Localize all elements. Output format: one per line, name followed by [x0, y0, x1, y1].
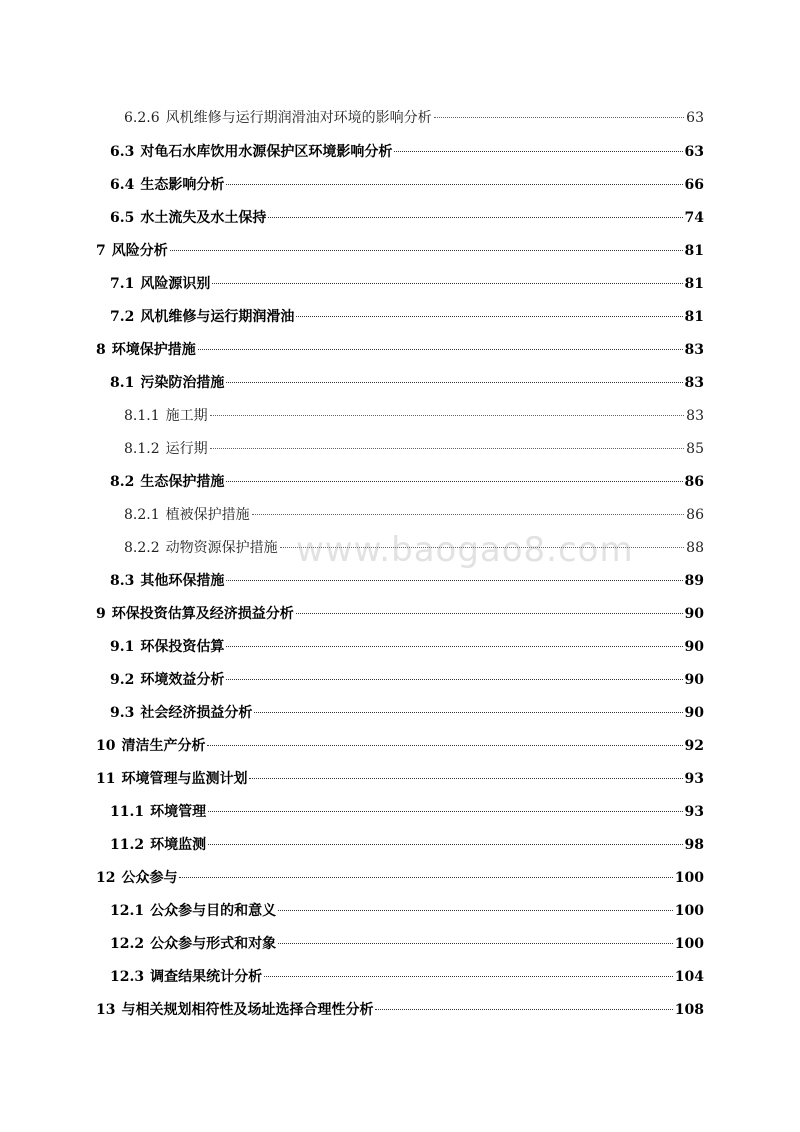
toc-entry-page: 90	[684, 672, 704, 688]
toc-entry[interactable]	[96, 241, 704, 261]
toc-entry[interactable]	[110, 703, 704, 723]
dot-leader	[249, 778, 682, 779]
toc-entry[interactable]	[96, 769, 704, 789]
toc-entry-title: 运行期	[165, 441, 208, 457]
dot-leader	[179, 877, 672, 878]
toc-entry-number: 11.1	[110, 804, 145, 820]
dot-leader	[212, 283, 682, 284]
toc-entry-number: 6.5	[110, 210, 135, 226]
dot-leader	[434, 117, 685, 118]
toc-entry-page: 81	[684, 309, 704, 325]
toc-entry-title: 公众参与	[121, 870, 178, 886]
toc-entry-number: 9.1	[110, 639, 135, 655]
dot-leader	[268, 217, 682, 218]
dot-leader	[207, 745, 682, 746]
toc-entry[interactable]	[110, 802, 704, 822]
dot-leader	[226, 646, 682, 647]
toc-entry-number: 7.1	[110, 276, 135, 292]
toc-entry-number: 8	[96, 342, 106, 358]
toc-entry[interactable]	[96, 340, 704, 360]
toc-entry-title: 对龟石水库饮用水源保护区环境影响分析	[140, 144, 393, 160]
toc-entry-number: 8.2.2	[124, 540, 160, 556]
toc-entry[interactable]	[124, 108, 704, 128]
toc-entry-page: 83	[686, 408, 704, 424]
toc-entry-number: 12.1	[110, 903, 145, 919]
toc-entry-title: 调查结果统计分析	[150, 969, 263, 985]
toc-entry[interactable]	[96, 604, 704, 624]
dot-leader	[280, 547, 685, 548]
toc-entry[interactable]	[110, 373, 704, 393]
toc-entry-page: 81	[684, 243, 704, 259]
toc-entry-number: 8.2	[110, 474, 135, 490]
dot-leader	[375, 1009, 672, 1010]
toc-entry-title: 施工期	[165, 408, 208, 424]
toc-entry-title: 其他环保措施	[140, 573, 225, 589]
dot-leader	[226, 481, 682, 482]
toc-entry[interactable]	[124, 505, 704, 525]
dot-leader	[296, 613, 683, 614]
toc-entry-number: 7.2	[110, 309, 135, 325]
toc-entry[interactable]	[110, 637, 704, 657]
dot-leader	[394, 151, 682, 152]
toc-entry-page: 92	[684, 738, 704, 754]
toc-entry-number: 10	[96, 738, 116, 754]
toc-entry-title: 环境管理与监测计划	[121, 771, 248, 787]
toc-entry-page: 74	[684, 210, 704, 226]
toc-entry-page: 100	[674, 870, 704, 886]
toc-entry-page: 104	[674, 969, 704, 985]
toc-entry[interactable]	[110, 274, 704, 294]
toc-entry-title: 环境保护措施	[111, 342, 196, 358]
dot-leader	[226, 580, 682, 581]
toc-entry-number: 9.2	[110, 672, 135, 688]
toc-entry-number: 9	[96, 606, 106, 622]
toc-entry-title: 污染防治措施	[140, 375, 225, 391]
toc-entry-page: 90	[684, 705, 704, 721]
toc-entry-title: 清洁生产分析	[121, 738, 206, 754]
toc-entry-page: 108	[674, 1002, 704, 1018]
dot-leader	[226, 382, 682, 383]
toc-entry[interactable]	[110, 142, 704, 162]
toc-entry-title: 动物资源保护措施	[165, 540, 278, 556]
toc-entry-title: 生态保护措施	[140, 474, 225, 490]
toc-entry[interactable]	[110, 670, 704, 690]
toc-entry-number: 9.3	[110, 705, 135, 721]
toc-entry-page: 86	[686, 507, 704, 523]
toc-entry-number: 7	[96, 243, 106, 259]
toc-entry-title: 风险分析	[111, 243, 168, 259]
toc-entry-title: 环保投资估算及经济损益分析	[111, 606, 294, 622]
toc-entry-title: 公众参与形式和对象	[150, 936, 277, 952]
dot-leader	[278, 910, 673, 911]
toc-entry-number: 12.3	[110, 969, 145, 985]
toc-entry[interactable]	[124, 439, 704, 459]
toc-entry[interactable]	[110, 934, 704, 954]
toc-entry[interactable]	[110, 208, 704, 228]
toc-entry-title: 环境效益分析	[140, 672, 225, 688]
toc-entry[interactable]	[110, 901, 704, 921]
toc-entry-page: 90	[684, 639, 704, 655]
toc-entry-title: 环境管理	[150, 804, 207, 820]
toc-entry-number: 6.3	[110, 144, 135, 160]
dot-leader	[210, 415, 685, 416]
toc-entry-page: 66	[684, 177, 704, 193]
toc-entry-page: 63	[686, 110, 704, 126]
toc-entry-number: 6.4	[110, 177, 135, 193]
toc-entry-page: 100	[674, 936, 704, 952]
toc-entry[interactable]	[110, 571, 704, 591]
toc-entry-number: 12.2	[110, 936, 145, 952]
toc-entry-title: 公众参与目的和意义	[150, 903, 277, 919]
toc-entry-page: 63	[684, 144, 704, 160]
toc-entry-number: 8.1.2	[124, 441, 160, 457]
toc-entry-page: 93	[684, 804, 704, 820]
toc-entry[interactable]	[96, 1000, 704, 1020]
toc-entry-title: 环境监测	[150, 837, 207, 853]
toc-entry-title: 环保投资估算	[140, 639, 225, 655]
toc-entry-number: 13	[96, 1002, 116, 1018]
toc-entry[interactable]	[96, 736, 704, 756]
toc-entry-title: 与相关规划相符性及场址选择合理性分析	[121, 1002, 374, 1018]
toc-entry[interactable]	[110, 307, 704, 327]
toc-entry[interactable]	[110, 967, 704, 987]
toc-entry-number: 8.3	[110, 573, 135, 589]
dot-leader	[252, 514, 685, 515]
toc-entry-page: 100	[674, 903, 704, 919]
dot-leader	[208, 844, 682, 845]
dot-leader	[226, 679, 682, 680]
toc-entry[interactable]	[110, 472, 704, 492]
toc-entry-number: 11	[96, 771, 116, 787]
toc-entry-title: 植被保护措施	[165, 507, 250, 523]
toc-entry-page: 89	[684, 573, 704, 589]
toc-entry-number: 11.2	[110, 837, 145, 853]
toc-entry-number: 6.2.6	[124, 110, 160, 126]
toc-entry-title: 社会经济损益分析	[140, 705, 253, 721]
watermark: www.baogao8.com	[296, 530, 634, 570]
dot-leader	[208, 811, 682, 812]
dot-leader	[198, 349, 683, 350]
toc-entry[interactable]	[124, 538, 704, 558]
dot-leader	[254, 712, 682, 713]
dot-leader	[170, 250, 683, 251]
toc-entry-page: 86	[684, 474, 704, 490]
toc-entry-page: 93	[684, 771, 704, 787]
toc-entry-page: 83	[684, 342, 704, 358]
toc-entry[interactable]	[96, 868, 704, 888]
dot-leader	[296, 316, 682, 317]
toc-entry-title: 风险源识别	[140, 276, 211, 292]
toc-entry-page: 85	[686, 441, 704, 457]
toc-entry-number: 8.2.1	[124, 507, 160, 523]
toc-entry-page: 88	[686, 540, 704, 556]
toc-entry-number: 8.1.1	[124, 408, 160, 424]
toc-entry-title: 水土流失及水土保持	[140, 210, 267, 226]
toc-entry-title: 风机维修与运行期润滑油对环境的影响分析	[165, 110, 432, 126]
toc-entry-title: 风机维修与运行期润滑油	[140, 309, 295, 325]
toc-entry-page: 98	[684, 837, 704, 853]
toc-entry-page: 81	[684, 276, 704, 292]
dot-leader	[278, 943, 673, 944]
dot-leader	[210, 448, 685, 449]
dot-leader	[264, 976, 673, 977]
toc-entry[interactable]	[124, 406, 704, 426]
toc-entry[interactable]	[110, 175, 704, 195]
toc-entry-number: 12	[96, 870, 116, 886]
dot-leader	[226, 184, 682, 185]
toc-entry-page: 83	[684, 375, 704, 391]
toc-entry-title: 生态影响分析	[140, 177, 225, 193]
toc-entry-number: 8.1	[110, 375, 135, 391]
toc-entry-page: 90	[684, 606, 704, 622]
toc-entry[interactable]	[110, 835, 704, 855]
